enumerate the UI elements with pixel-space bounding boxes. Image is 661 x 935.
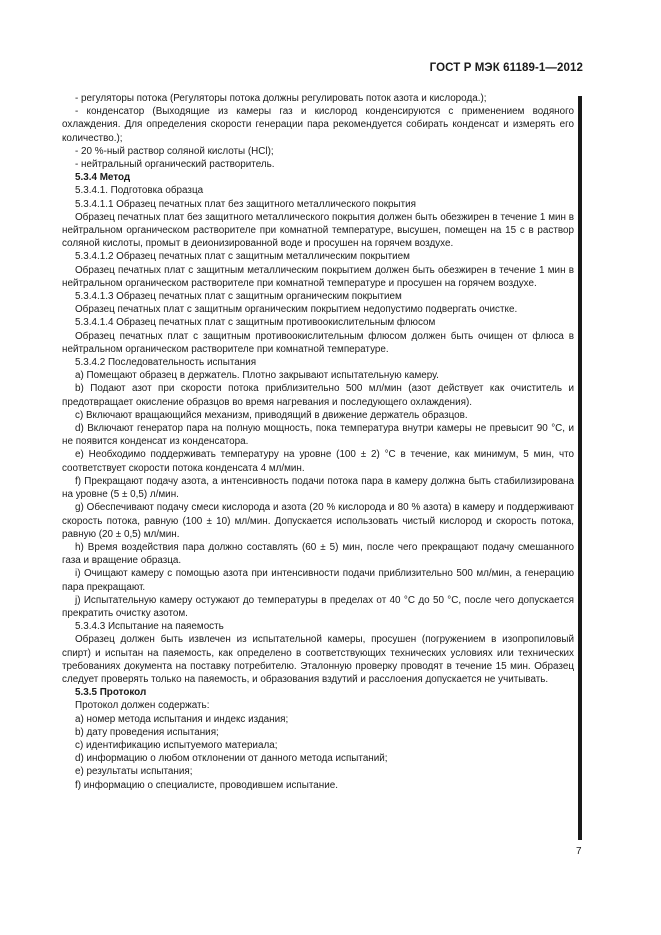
body-paragraph: Образец печатных плат без защитного металлического покрытия должен быть обезжирен в течение 1 мин в нейтральном органическом растворителе при комнатной температуре, высушен, помещен на 15 с в раствор соляной кислоты, промыт в деионизированной воде и просушен на горячем воздухе. (62, 211, 574, 250)
body-paragraph: e) результаты испытания; (75, 766, 193, 778)
body-paragraph: - конденсатор (Выходящие из камеры газ и кислород конденсируются с применением водяного охлаждения. Для определения скорости генерации пара рекомендуется собирать конденсат и измерять его количество.); (62, 106, 574, 144)
body-paragraph: 5.3.4.1.2 Образец печатных плат с защитным металлическим покрытием (75, 251, 410, 263)
body-paragraph: f) информацию о специалисте, проводившем испытание. (75, 779, 338, 791)
body-paragraph: Образец печатных плат с защитным органическим покрытием недопустимо подвергать очистке. (75, 304, 518, 316)
body-paragraph: a) номер метода испытания и индекс издания; (75, 713, 289, 725)
body-paragraph: Протокол должен содержать: (75, 700, 210, 712)
body-paragraph: f) Прекращают подачу азота, а интенсивность подачи потока пара в камеру должна быть стабилизирована на уровне (5 ± 0,5) л/мин. (62, 475, 574, 501)
body-paragraph: 5.3.4.3 Испытание на паяемость (75, 621, 224, 633)
body-paragraph: g) Обеспечивают подачу смеси кислорода и азота (20 % кислорода и 80 % азота) в камеру и поддерживают скорость потока, равную (100 ± 10) мл/мин. Допускается использовать чистый кислород и скорость потока, равную (20 ± 0,5) мл/мин. (62, 502, 574, 540)
body-paragraph: Образец печатных плат с защитным металлическим покрытием должен быть обезжирен в течение 1 мин в нейтральном органическом растворителе при комнатной температуре и просушен на горячем воздухе. (62, 264, 574, 289)
document-body (62, 92, 574, 792)
body-paragraph: a) Помещают образец в держатель. Плотно закрывают испытательную камеру. (75, 370, 439, 382)
body-paragraph: b) дату проведения испытания; (75, 726, 219, 738)
body-paragraph: e) Необходимо поддерживать температуру на уровне (100 ± 2) °С в течение, как минимум, 5 мин, что соответствует скорости потока конденсата 4 мл/мин. (62, 449, 574, 474)
body-paragraph: Образец должен быть извлечен из испытательной камеры, просушен (погружением в изопропиловый спирт) и испытан на паяемость, как определено в соответствующих технических условиях или технических требованиях документа на поставку потребителю. Эталонную проверку проводят в течение 15 мин. Образец следует проверять только на паяемость, и образования вздутий и расслоения допускается не учитывать. (62, 634, 574, 685)
body-paragraph: c) идентификацию испытуемого материала; (75, 739, 278, 751)
body-paragraph: - 20 %-ный раствор соляной кислоты (HCl); (75, 145, 274, 157)
body-paragraph: 5.3.4.1.3 Образец печатных плат с защитным органическим покрытием (75, 291, 402, 303)
page-number: 7 (576, 846, 582, 857)
document-header: ГОСТ Р МЭК 61189-1—2012 (429, 62, 583, 74)
body-paragraph: c) Включают вращающийся механизм, приводящий в движение держатель образцов. (75, 409, 468, 421)
body-paragraph: j) Испытательную камеру остужают до температуры в пределах от 40 °С до 50 °С, после чего допускается прекратить очистку азотом. (62, 594, 574, 619)
body-paragraph: - регуляторы потока (Регуляторы потока должны регулировать поток азота и кислорода.); (75, 93, 487, 104)
change-bar (578, 96, 582, 840)
section-heading: 5.3.4 Метод (75, 172, 131, 184)
body-paragraph: h) Время воздействия пара должно составлять (60 ± 5) мин, после чего прекращают подачу смешанного газа и вращение образца. (62, 541, 574, 567)
body-paragraph: 5.3.4.2 Последовательность испытания (75, 357, 257, 369)
body-paragraph: d) Включают генератор пара на полную мощность, пока температура внутри камеры не превысит 90 °С, и не появится конденсат из конденсатора. (62, 423, 574, 448)
body-paragraph: - нейтральный органический растворитель. (75, 159, 275, 171)
body-paragraph: Образец печатных плат с защитным противоокислительным флюсом должен быть очищен от флюса в нейтральном органическом растворителе при комнатной температуре. (62, 330, 574, 355)
section-heading: 5.3.5 Протокол (75, 687, 147, 699)
body-paragraph: 5.3.4.1.4 Образец печатных плат с защитным противоокислительным флюсом (75, 317, 436, 329)
body-paragraph: b) Подают азот при скорости потока приблизительно 500 мл/мин (азот действует как очиститель и предотвращает окисление образцов во время нагревания и последующего охлаждения). (62, 383, 574, 408)
body-paragraph: i) Очищают камеру с помощью азота при интенсивности подачи приблизительно 500 мл/мин, а генерацию пара прекращают. (62, 568, 574, 593)
body-paragraph: 5.3.4.1. Подготовка образца (75, 185, 204, 197)
body-paragraph: 5.3.4.1.1 Образец печатных плат без защитного металлического покрытия (75, 198, 417, 210)
body-paragraph: d) информацию о любом отклонении от данного метода испытаний; (75, 753, 388, 765)
